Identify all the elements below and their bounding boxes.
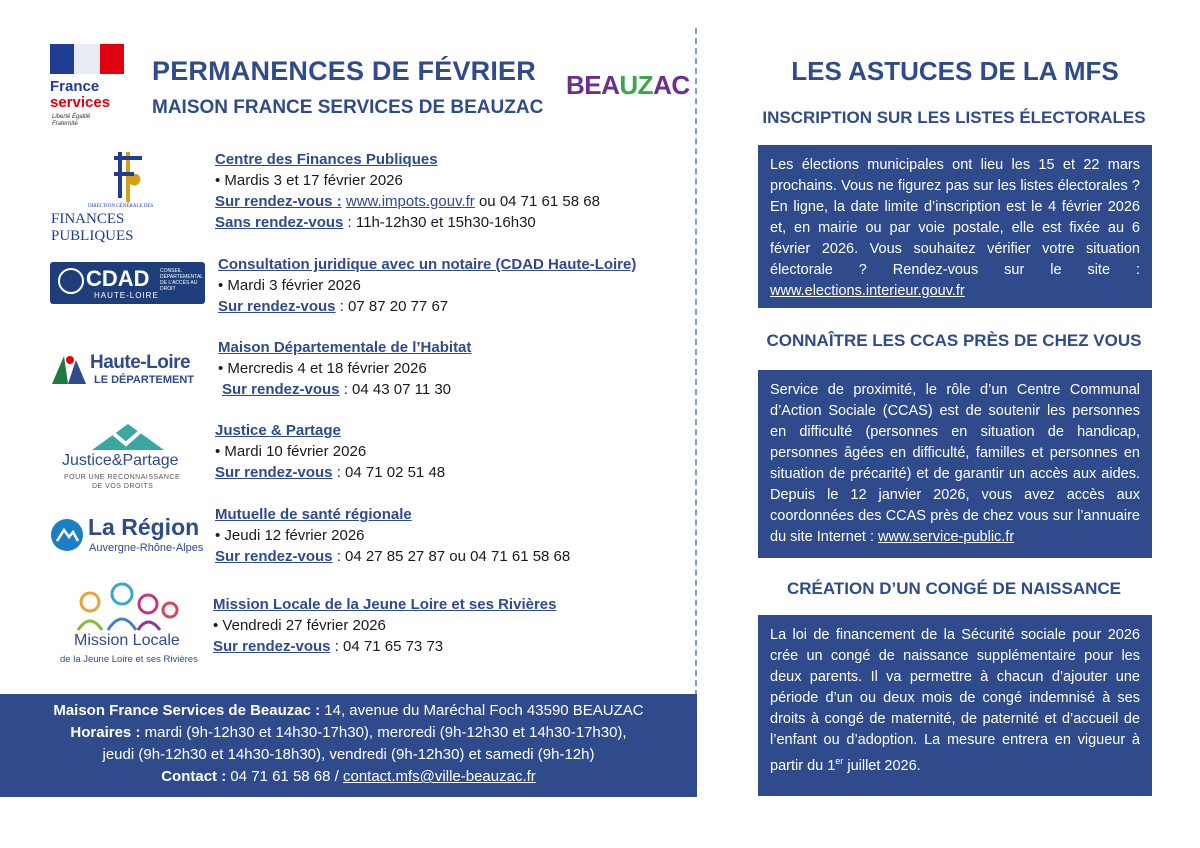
tips-title: LES ASTUCES DE LA MFS [791,56,1119,86]
haute-loire-logo [50,350,200,390]
section-box-conge [758,615,1152,796]
la-region-logo [50,514,210,558]
page-title: PERMANENCES DE FÉVRIER [152,56,536,86]
hours-label: Horaires : [70,724,141,741]
cdad-logo-mini: CONSEIL DÉPARTEMENTAL DE L'ACCÈS AU DROIT [160,268,203,292]
section-body: Les élections municipales ont lieu les 15 et 22 mars prochains. Vous ne figurez pas sur les listes électorales ? En ligne, la date limite d’inscription est le 4 février 2026 et, en mairie ou par voie postale, elle est fixée au 6 février 2026. Vous souhaitez vérifier votre situation électorale ? Rendez-vous sur le site : [770,157,1140,278]
entry-cdad [218,254,636,317]
entry-title[interactable]: Mutuelle de santé régionale [215,506,412,523]
appointment-label: Sur rendez-vous [218,298,336,315]
cdad-emblem-icon [58,268,84,294]
entry-mutuelle [215,504,570,567]
phone-text: : 04 43 07 11 30 [339,381,452,398]
entry-date: • Mardis 3 et 17 février 2026 [215,172,403,189]
entry-mission-locale [213,594,556,657]
entry-habitat [218,337,471,400]
france-services-line2: services [50,94,111,111]
justice-partage-tagline1: POUR UNE RECONNAISSANCE [64,474,181,481]
address-text: 14, avenue du Maréchal Foch 43590 BEAUZAC [320,702,644,719]
dashed-divider [695,28,697,696]
contact-email-link[interactable]: contact.mfs@ville-beauzac.fr [342,768,536,785]
entry-date: • Mardi 3 février 2026 [218,277,361,294]
contact-phone: 04 71 61 58 68 / [226,768,343,785]
mission-locale-logo-sub: de la Jeune Loire et ses Rivières [60,654,198,665]
superscript: er [835,756,844,766]
entry-date: • Vendredi 27 février 2026 [213,617,386,634]
entry-date: • Jeudi 12 février 2026 [215,527,365,544]
address-label: Maison France Services de Beauzac : [53,702,321,719]
haute-loire-logo-text: Haute-Loire [90,352,191,373]
france-services-motto: Liberté Égalité Fraternité [52,114,91,127]
justice-partage-tagline2: DE VOS DROITS [92,483,154,490]
mission-locale-logo [58,582,198,678]
cdad-logo-region: HAUTE-LOIRE [94,291,159,300]
phone-text: : 04 27 85 27 87 ou 04 71 61 58 68 [332,548,571,565]
section-heading-ccas: CONNAÎTRE LES CCAS PRÈS DE CHEZ VOUS [766,331,1142,350]
dgfip-logo-text: FINANCES PUBLIQUES [51,211,134,244]
entry-date: • Mardi 10 février 2026 [215,443,367,460]
phone-text: : 07 87 20 77 67 [335,298,449,315]
entry-title[interactable]: Centre des Finances Publiques [215,151,438,168]
appointment-label: Sur rendez-vous : [215,193,342,210]
entry-title[interactable]: Justice & Partage [215,422,341,439]
france-services-logo [50,44,130,136]
entry-date: • Mercredis 4 et 18 février 2026 [218,360,427,377]
contact-label: Contact : [161,768,227,785]
contact-footer [0,694,697,797]
justice-partage-logo-text: Justice&Partage [62,452,179,469]
france-services-line1: France [50,78,100,95]
dgfip-emblem-icon [50,148,205,208]
hours-line1: mardi (9h-12h30 et 14h30-17h30), mercredi (9h-12h30 et 14h30-17h30), [140,724,627,741]
entry-finances-publiques [215,149,600,233]
walkin-label: Sans rendez-vous [215,214,344,231]
la-region-logo-text: La Région [88,514,200,540]
appointment-label: Sur rendez-vous [215,548,333,565]
elections-link[interactable]: www.elections.interieur.gouv.fr [770,283,965,299]
section-box-ccas [758,370,1152,558]
beauzac-logo: BEAUZAC [566,70,690,100]
appointment-label: Sur rendez-vous [222,381,340,398]
entry-justice-partage [215,420,445,483]
hours-line2: jeudi (9h-12h30 et 14h30-18h30), vendredi (9h-12h30) et samedi (9h-12h) [102,746,595,763]
service-public-link[interactable]: www.service-public.fr [878,529,1015,545]
dgfip-logo-text-small: DIRECTION GÉNÉRALE DES [88,204,154,209]
section-heading-elections: INSCRIPTION SUR LES LISTES ÉLECTORALES [762,108,1146,127]
phone-text: : 04 71 65 73 73 [330,638,444,655]
entry-title[interactable]: Mission Locale de la Jeune Loire et ses Rivières [213,596,557,613]
section-heading-conge: CRÉATION D’UN CONGÉ DE NAISSANCE [786,579,1122,598]
la-region-logo-sub: Auvergne-Rhône-Alpes [89,542,204,554]
walkin-hours: : 11h-12h30 et 15h30-16h30 [343,214,536,231]
la-region-emblem-icon [50,518,84,552]
impots-link[interactable]: www.impots.gouv.fr [345,193,475,210]
mission-locale-logo-text: Mission Locale [74,632,180,649]
section-body: La loi de financement de la Sécurité sociale pour 2026 crée un congé de naissance supplémentaire pour les deux parents. Il va permettre à chacun d’ajouter une période d’un ou deux mois de congé indemnisé à ses droits à congé de maternité, de paternité et d’accueil de l’enfant ou d’adoption. La mesure entrera en vigueur à partir du 1 [770,627,1140,774]
phone-text: : 04 71 02 51 48 [332,464,446,481]
haute-loire-emblem-icon [50,352,90,386]
entry-title[interactable]: Consultation juridique avec un notaire (CDAD Haute-Loire) [218,256,637,273]
haute-loire-logo-sub: LE DÉPARTEMENT [94,374,195,386]
justice-partage-logo [58,422,198,494]
mission-locale-emblem-icon [72,582,192,632]
french-flag-icon [50,44,124,74]
cdad-logo [50,262,205,304]
entry-title[interactable]: Maison Départementale de l’Habitat [218,339,472,356]
section-body: Service de proximité, le rôle d’un Centre Communal d’Action Sociale (CCAS) est de soutenir les personnes en difficulté (personnes en situation de handicap, personnes âgées en difficulté, familles et personnes en situation de précarité) et de garantir un accès aux aides. Depuis le 12 janvier 2026, vous avez accès aux coordonnées des CCAS près de chez vous sur l’annuaire du site Internet : [770,382,1140,545]
dgfip-logo [50,148,205,244]
justice-partage-emblem-icon [88,422,168,452]
section-box-elections [758,145,1152,308]
page-subtitle: MAISON FRANCE SERVICES DE BEAUZAC [152,97,544,118]
phone-text: ou 04 71 61 58 68 [474,193,600,210]
appointment-label: Sur rendez-vous [215,464,333,481]
section-body-end: juillet 2026. [843,757,921,774]
cdad-logo-text: CDAD [86,266,150,291]
appointment-label: Sur rendez-vous [213,638,331,655]
